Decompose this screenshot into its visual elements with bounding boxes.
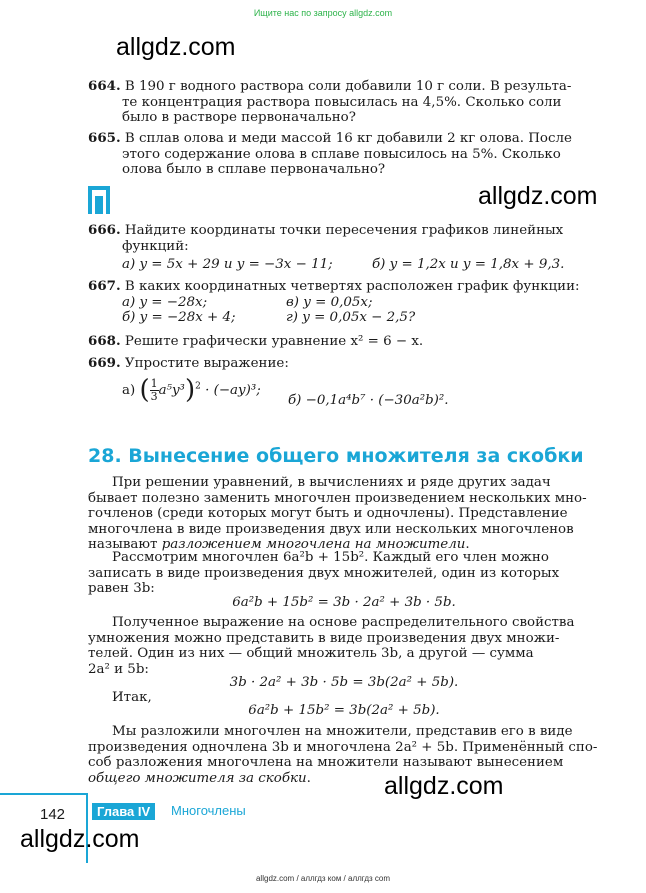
paragraph-1 xyxy=(88,475,600,553)
task-text: функций: xyxy=(122,238,189,254)
task-text: В каких координатных четвертях расположен график функции: xyxy=(124,279,580,294)
text-line: Полученное выражение на основе распределительного свойства xyxy=(112,615,575,630)
task-text: Найдите координаты точки пересечения графиков линейных xyxy=(124,223,564,238)
watermark: allgdz.com xyxy=(478,182,598,210)
formula-3: 6a²b + 15b² = 3b(2a² + 5b). xyxy=(248,703,440,718)
task-666 xyxy=(88,223,600,273)
task-text: те концентрация раствора повысилась на 4,5%. Сколько соли xyxy=(122,94,562,110)
text-line: произведения одночлена 3b и многочлена 2a² + 5b. Применённый спо- xyxy=(88,739,598,755)
task-number: 664. xyxy=(88,78,121,94)
expression-part: · (−ay)³; xyxy=(205,382,261,398)
task-text: было в растворе первоначально? xyxy=(122,110,356,125)
level-marker-icon xyxy=(88,186,110,214)
task-667 xyxy=(88,279,600,326)
text-line: 2a² и 5b: xyxy=(88,661,149,677)
task-option-a-label: а) xyxy=(122,382,136,398)
task-number: 669. xyxy=(88,355,121,371)
expression-part: a⁵y³ xyxy=(158,382,185,398)
text-part: . xyxy=(306,770,311,786)
task-option-v: в) y = 0,05x; xyxy=(286,294,373,310)
text-line: Рассмотрим многочлен 6a²b + 15b². Каждый его член можно xyxy=(112,550,549,565)
task-option-b: б) y = −28x + 4; xyxy=(122,310,236,325)
task-665 xyxy=(88,131,600,178)
task-option-g: г) y = 0,05x − 2,5? xyxy=(286,310,416,325)
top-search-link[interactable]: Ищите нас по запросу allgdz.com xyxy=(253,8,393,18)
task-number: 666. xyxy=(88,222,121,238)
bottom-links[interactable]: allgdz.com / аллгдз ком / аллгдз com xyxy=(255,874,391,883)
task-669: 669. Упростите выражение: а) ( $\frac{1}{3}$ a⁵y³)$^2$ · (−ay)³; б) −0,1a⁴b⁷ · (−30a²b)². xyxy=(88,355,449,408)
watermark: allgdz.com xyxy=(116,33,236,61)
task-option-a: а) y = −28x; xyxy=(122,294,208,310)
page-number: 142 xyxy=(40,806,66,823)
term-highlight: разложением многочлена на множители xyxy=(161,537,466,552)
chapter-badge: Глава IV xyxy=(92,803,155,820)
text-line: многочлена в виде произведения двух или нескольких многочленов xyxy=(88,521,574,537)
task-option-a: а) y = 5x + 29 и y = −3x − 11; xyxy=(122,257,333,272)
chapter-title: Многочлены xyxy=(171,803,246,818)
paragraph-4 xyxy=(88,724,600,786)
watermark: allgdz.com xyxy=(384,772,504,800)
text-line: равен 3b: xyxy=(88,581,155,596)
text-line: умножения можно представить в виде произведения двух множи- xyxy=(88,630,560,646)
text-line: При решении уравнений, в вычислениях и ряде других задач xyxy=(112,475,551,490)
task-number: 667. xyxy=(88,278,121,294)
text-line: Мы разложили многочлен на множители, представив его в виде xyxy=(112,724,573,739)
task-text: этого содержание олова в сплаве повысилось на 5%. Сколько xyxy=(122,146,561,162)
task-text: олова было в сплаве первоначально? xyxy=(122,162,386,177)
exponent: 2 xyxy=(195,381,201,392)
watermark: allgdz.com xyxy=(20,825,140,853)
task-text: Решите графически уравнение x² = 6 − x. xyxy=(124,334,424,349)
paragraph-2 xyxy=(88,550,600,597)
task-668 xyxy=(88,334,600,350)
text-line: соб разложения многочлена на множители называют вынесением xyxy=(88,755,564,770)
text-line: телей. Один из них — общий множитель 3b, а другой — сумма xyxy=(88,646,534,661)
task-option-b: б) −0,1a⁴b⁷ · (−30a²b)². xyxy=(288,393,449,408)
term-highlight: общего множителя за скобки xyxy=(88,770,307,786)
text-line: бывает полезно заменить многочлен произведением нескольких мно- xyxy=(88,490,587,506)
task-number: 665. xyxy=(88,130,121,146)
section-heading: 28. Вынесение общего множителя за скобки xyxy=(88,445,584,467)
fraction-denominator: 3 xyxy=(150,389,158,403)
text-line: записать в виде произведения двух множителей, один из которых xyxy=(88,565,560,581)
formula-2: 3b · 2a² + 3b · 5b = 3b(2a² + 5b). xyxy=(229,675,459,690)
paragraph-3 xyxy=(88,615,600,677)
itak-label: Итак, xyxy=(112,690,152,705)
formula-1: 6a²b + 15b² = 3b · 2a² + 3b · 5b. xyxy=(232,595,456,610)
task-option-b: б) y = 1,2x и y = 1,8x + 9,3. xyxy=(372,257,565,272)
fraction-numerator: 1 xyxy=(150,376,158,390)
text-part: . xyxy=(465,537,470,552)
task-text: Упростите выражение: xyxy=(124,356,289,371)
text-part: называют xyxy=(88,537,162,552)
task-text: В 190 г водного раствора соли добавили 10 г соли. В результа- xyxy=(124,79,572,94)
task-text: В сплав олова и меди массой 16 кг добавили 2 кг олова. После xyxy=(124,131,572,146)
text-line: гочленов (среди которых могут быть и одночлены). Представление xyxy=(88,506,568,521)
task-number: 668. xyxy=(88,333,121,349)
task-664 xyxy=(88,79,600,126)
footer-divider xyxy=(0,793,86,795)
